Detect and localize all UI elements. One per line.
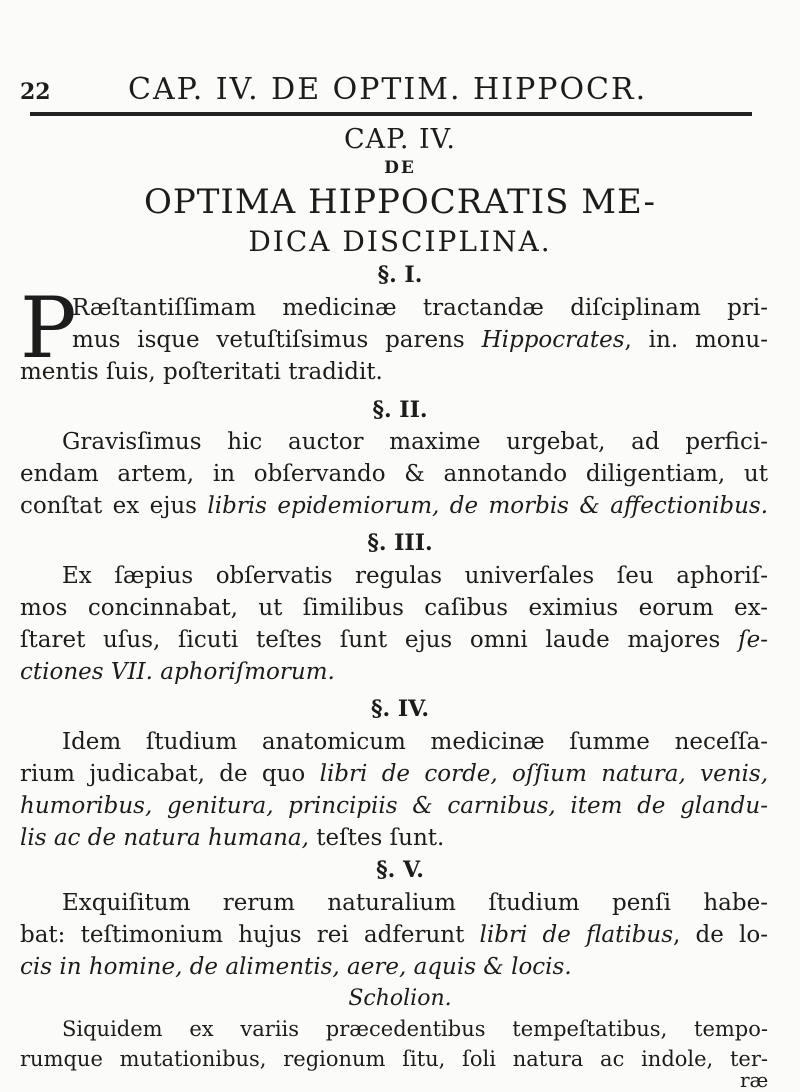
text-line: rium judicabat, de quo libri de corde, oſſium natura, venis, [20,761,769,787]
text-line: ctiones VII. aphoriſmorum. [20,659,335,685]
text-line: Exquiſitum rerum naturalium ſtudium penſi habe- [62,890,768,916]
section-number-3: §. III. [367,530,433,556]
chapter-title-line-2: DICA DISCIPLINA. [248,225,552,258]
text-line: ſtaret uſus, ſicuti teſtes ſunt ejus omni laude majores ſe- [20,627,769,653]
text-line: Ex ſæpius obſervatis regulas univerſales ſeu aphoriſ- [62,563,768,589]
text-line: Idem ſtudium anatomicum medicinæ ſumme neceſſa- [62,729,768,755]
text-line: lis ac de natura humana, teſtes ſunt. [20,825,445,851]
section-number-1: §. I. [377,262,423,288]
chapter-de: DE [384,158,416,178]
text-line: mus isque vetuſtiſsimus parens Hippocrates, in. monu- [72,327,769,353]
text-line: Ræſtantiſſimam medicinæ tractandæ diſciplinam pri- [72,295,768,321]
section-number-2: §. II. [372,397,428,423]
catchword: ræ [740,1068,769,1092]
page-number: 22 [20,79,51,105]
text-line: bat: teſtimonium hujus rei adferunt libri de flatibus, de lo- [20,922,769,948]
text-line: Siquidem ex variis præcedentibus tempeſtatibus, tempo- [62,1017,768,1041]
text-line: endam artem, in obſervando & annotando diligentiam, ut [20,461,768,487]
chapter-title-line-1: OPTIMA HIPPOCRATIS ME- [143,182,656,222]
text-line: conſtat ex ejus libris epidemiorum, de morbis & affectionibus. [20,493,769,519]
section-number-4: §. IV. [371,696,429,722]
running-head: CAP. IV. DE OPTIM. HIPPOCR. [128,72,648,107]
drop-cap: P [20,279,77,377]
text-line: mentis ſuis, poſteritati tradidit. [20,359,383,385]
text-line: mos concinnabat, ut ſimilibus caſibus eximius eorum ex- [20,595,768,621]
header-rule [30,112,752,116]
chapter-heading: CAP. IV. [343,124,457,155]
text-line: Gravisſimus hic auctor maxime urgebat, ad perfici- [62,429,768,455]
section-number-5: §. V. [376,857,424,883]
text-line: humoribus, genitura, principiis & carnibus, item de glandu- [20,793,768,819]
text-line: rumque mutationibus, regionum ſitu, ſoli natura ac indole, ter- [20,1047,768,1071]
scholion-heading: Scholion. [348,986,452,1011]
text-line: cis in homine, de alimentis, aere, aquis & locis. [20,954,572,980]
